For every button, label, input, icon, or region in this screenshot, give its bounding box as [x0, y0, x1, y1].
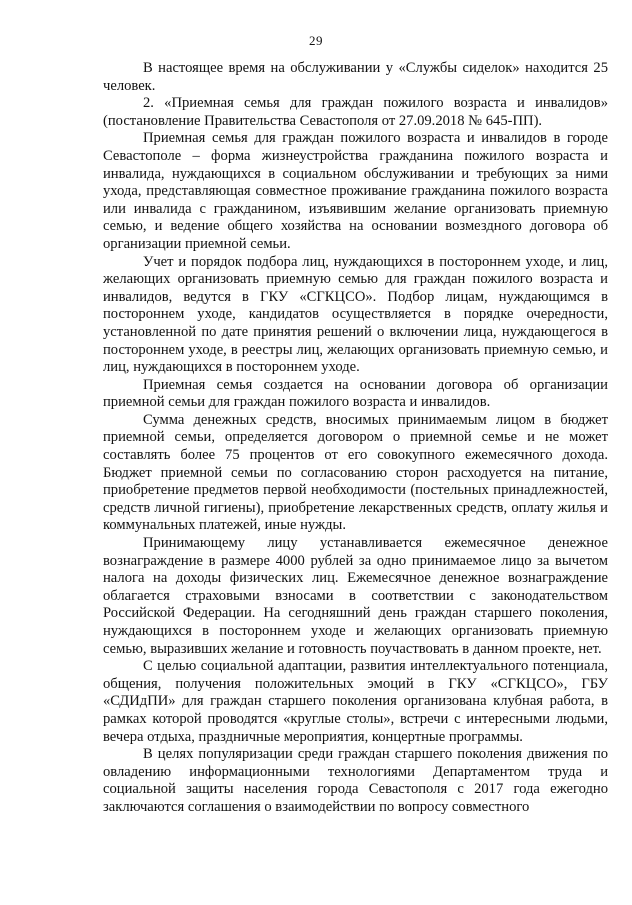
paragraph-club-activities: С целью социальной адаптации, развития интеллектуального потенциала, общения, получения положительных эмоций в ГКУ «СГКЦСО», ГБУ «СДИдПИ» для граждан старшего поколения организована клубная работа, в рамках которой проводятся «круглые столы», встречи с интересными людьми, вечера отдыха, праздничные мероприятия, концертные программы. — [103, 658, 608, 745]
paragraph-family-budget: Сумма денежных средств, вносимых принимаемым лицом в бюджет приемной семьи, определяется договором о приемной семье и не может составлять более 75 процентов от его совокупного ежемесячного дохода. Бюджет приемной семьи по согласованию сторон расходуется на питание, приобретение предметов первой необходимости (постельных принадлежностей, средств личной гигиены), приобретение лекарственных средств, оплату жилья и коммунальных платежей, иные нужды. — [103, 411, 608, 534]
paragraph-monthly-remuneration: Принимающему лицу устанавливается ежемесячное денежное вознаграждение в размере 4000 рублей за одно принимаемое лицо за вычетом налога на доходы физических лиц. Ежемесячное денежное вознаграждение облагается страховыми взносами в соответствии с законодательством Российской Федерации. На сегодняшний день граждан старшего поколения, нуждающихся в постороннем уходе и желающих организовать приемную семью, выразивших желание и готовность поучаствовать в данном проекте, нет. — [103, 535, 608, 657]
document-body — [103, 60, 608, 817]
paragraph-foster-family-definition: Приемная семья для граждан пожилого возраста и инвалидов в городе Севастополе – форма жизнеустройства гражданина пожилого возраста и инвалида, нуждающихся в социальном обслуживании и требующих за ними ухода, представляющая совместное проживание гражданина пожилого возраста или инвалида с гражданином, изъявившим желание организовать приемную семью, и ведение общего хозяйства на основании возмездного договора об организации приемной семьи. — [103, 130, 608, 252]
paragraph-contract-basis: Приемная семья создается на основании договора об организации приемной семьи для граждан пожилого возраста и инвалидов. — [103, 376, 608, 411]
page-number: 29 — [309, 33, 323, 48]
paragraph-it-popularization: В целях популяризации среди граждан старшего поколения движения по овладению информационными технологиями Департаментом труда и социальной защиты населения города Севастополя с 2017 года ежегодно заключаются соглашения о взаимодействии по вопросу совместного — [103, 746, 608, 815]
paragraph-selection-procedure: Учет и порядок подбора лиц, нуждающихся в постороннем уходе, и лиц, желающих организовать приемную семью для граждан пожилого возраста и инвалидов, ведутся в ГКУ «СГКЦСО». Подбор лицам, нуждающимся в постороннем уходе, кандидатов осуществляется в порядке очередности, установленной по дате принятия решений о включении лица, нуждающегося в постороннем уходе, в реестры лиц, желающих организовать приемную семью, и лиц, нуждающихся в постороннем уходе. — [103, 253, 608, 376]
paragraph-service-count: В настоящее время на обслуживании у «Службы сиделок» находится 25 человек. — [103, 60, 608, 94]
paragraph-foster-family-heading: 2. «Приемная семья для граждан пожилого возраста и инвалидов» (постановление Правительства Севастополя от 27.09.2018 № 645-ПП). — [103, 95, 608, 129]
